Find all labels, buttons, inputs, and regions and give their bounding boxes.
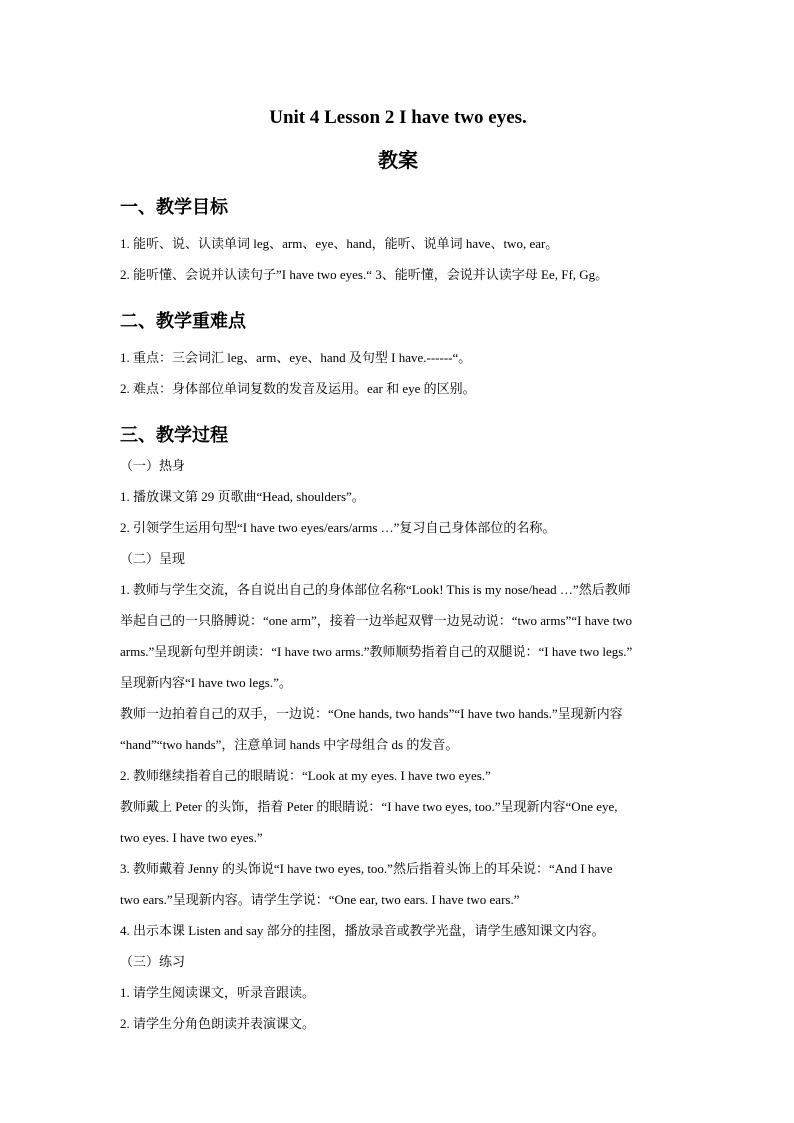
key-point-line-2: 2. 难点：身体部位单词复数的发音及运用。ear 和 eye 的区别。 (120, 381, 476, 396)
presentation-line-10: 3. 教师戴着 Jenny 的头饰说“I have two eyes, too.”然后指着头饰上的耳朵说：“And I have (120, 861, 613, 876)
practice-line-2: 2. 请学生分角色朗读并表演课文。 (120, 1016, 316, 1031)
subsection-practice-label: （三）练习 (120, 954, 186, 969)
presentation-line-12: 4. 出示本课 Listen and say 部分的挂图，播放录音或教学光盘，请学生感知课文内容。 (120, 923, 605, 938)
subsection-warmup-label: （一）热身 (120, 458, 186, 473)
presentation-line-2: 举起自己的一只胳膊说：“one arm”，接着一边举起双臂一边晃动说：“two arms”“I have two (120, 613, 632, 628)
presentation-line-8: 教师戴上 Peter 的头饰，指着 Peter 的眼睛说：“I have two eyes, too.”呈现新内容“One eye, (120, 799, 618, 814)
subsection-presentation-label: （二）呈现 (120, 551, 186, 566)
warmup-line-1: 1. 播放课文第 29 页歌曲“Head, shoulders”。 (120, 489, 365, 504)
presentation-line-11: two ears.”呈现新内容。请学生学说：“One ear, two ears. I have two ears.” (120, 892, 520, 907)
presentation-line-7: 2. 教师继续指着自己的眼睛说：“Look at my eyes. I have two eyes.” (120, 768, 491, 783)
document-title: Unit 4 Lesson 2 I have two eyes. (269, 107, 527, 128)
document-body (120, 104, 676, 1039)
section-heading-objectives: 一、教学目标 (120, 197, 228, 217)
section-heading-key-points: 二、教学重难点 (120, 311, 246, 331)
presentation-line-9: two eyes. I have two eyes.” (120, 830, 263, 845)
practice-line-1: 1. 请学生阅读课文，听录音跟读。 (120, 985, 316, 1000)
presentation-line-3: arms.”呈现新句型并朗读：“I have two arms.”教师顺势指着自己的双腿说：“I have two legs.” (120, 644, 633, 659)
presentation-line-6: “hand”“two hands”，注意单词 hands 中字母组合 ds 的发音。 (120, 737, 459, 752)
presentation-line-4: 呈现新内容“I have two legs.”。 (120, 675, 292, 690)
objective-line-2: 2. 能听懂、会说并认读句子”I have two eyes.“ 3、能听懂，会说并认读字母 Ee, Ff, Gg。 (120, 267, 609, 282)
document-subtitle: 教案 (378, 150, 418, 172)
objective-line-1: 1. 能听、说、认读单词 leg、arm、eye、hand，能听、说单词 have、two, ear。 (120, 236, 559, 251)
presentation-line-1: 1. 教师与学生交流，各自说出自己的身体部位名称“Look! This is my nose/head …”然后教师 (120, 582, 631, 597)
warmup-line-2: 2. 引领学生运用句型“I have two eyes/ears/arms …”复习自己身体部位的名称。 (120, 520, 556, 535)
presentation-line-5: 教师一边拍着自己的双手，一边说：“One hands, two hands”“I have two hands.”呈现新内容 (120, 706, 623, 721)
key-point-line-1: 1. 重点：三会词汇 leg、arm、eye、hand 及句型 I have.------“。 (120, 350, 472, 365)
section-heading-process: 三、教学过程 (120, 425, 228, 445)
